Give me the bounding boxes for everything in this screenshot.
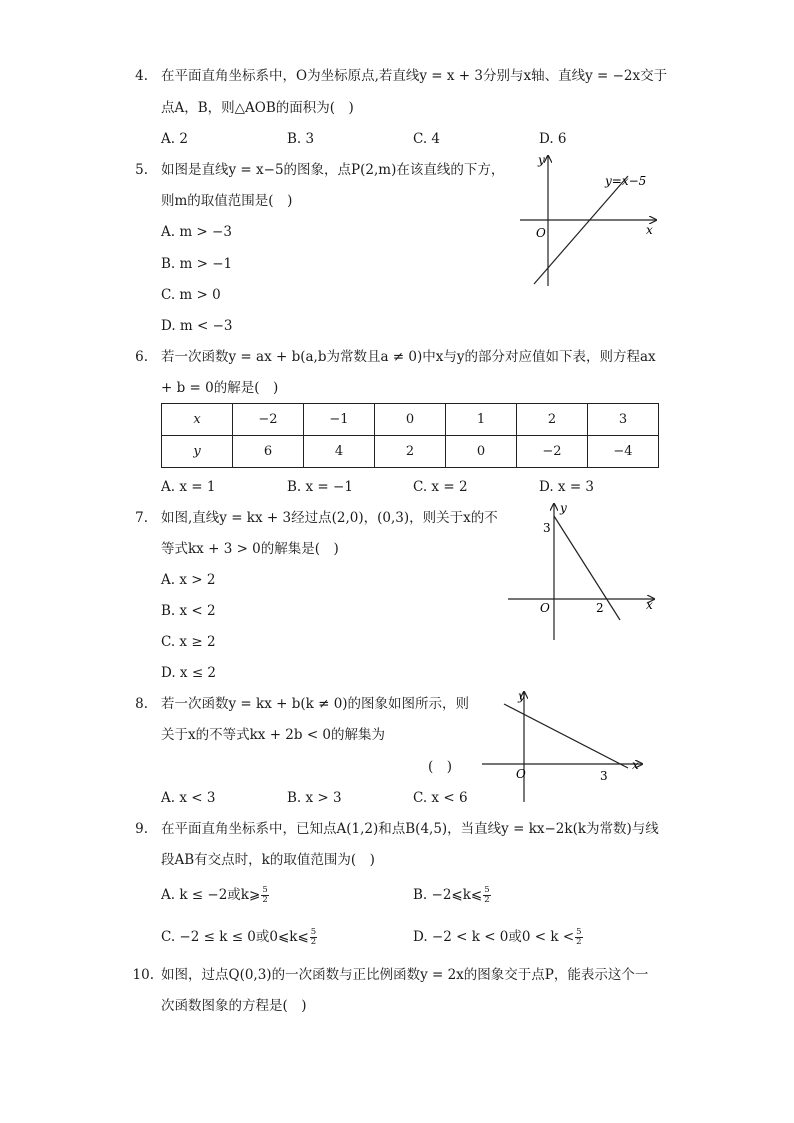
q5-x-label: x <box>646 223 653 237</box>
q9-number: 9. <box>135 821 148 837</box>
q7-x-intercept-label: 2 <box>596 601 604 615</box>
q4-option-d: D. 6 <box>539 131 567 147</box>
q8-x-intercept-label: 3 <box>600 769 608 783</box>
q6-y-cell: 4 <box>304 436 375 468</box>
q4-option-c: C. 4 <box>413 131 441 147</box>
q8-option-b: B. x > 3 <box>287 790 342 806</box>
q7-stem-line2: 等式kx + 3 > 0的解集是( ) <box>161 541 339 557</box>
q8-origin-label: O <box>516 767 526 781</box>
q6-x-cell: 3 <box>588 404 659 436</box>
fraction-denominator: 2 <box>262 895 268 905</box>
q5-stem-line2: 则m的取值范围是( ) <box>161 193 293 209</box>
q7-y-label: y <box>560 501 567 515</box>
q5-number: 5. <box>135 162 148 178</box>
q5-line-label: y=x−5 <box>605 174 647 188</box>
q8-number: 8. <box>135 696 148 712</box>
q6-option-a: A. x = 1 <box>161 479 216 495</box>
fraction-numerator: 5 <box>310 927 317 937</box>
q7-y-intercept-label: 3 <box>543 521 551 535</box>
q8-answer-paren: ( ) <box>428 759 453 775</box>
q7-origin-label: O <box>540 601 550 615</box>
q8-y-label: y <box>518 689 525 703</box>
q7-graph <box>508 498 666 644</box>
q6-value-table <box>161 403 659 468</box>
q7-function-line <box>554 516 620 620</box>
q6-option-c: C. x = 2 <box>413 479 468 495</box>
fraction-denominator: 2 <box>310 937 317 947</box>
q7-x-label: x <box>646 598 653 612</box>
q7-option-a: A. x > 2 <box>161 572 216 588</box>
q9-option-c-text: C. −2 ≤ k ≤ 0或0⩽k⩽ <box>161 929 309 945</box>
fraction-numerator: 5 <box>576 927 582 937</box>
q4-number: 4. <box>135 68 148 84</box>
q10-number: 10. <box>132 967 154 983</box>
q6-x-cell: 0 <box>375 404 446 436</box>
q9-option-a <box>161 886 269 905</box>
q9-stem-line2: 段AB有交点时，k的取值范围为( ) <box>161 852 375 868</box>
q6-y-cell: 2 <box>375 436 446 468</box>
q6-stem-line1: 若一次函数y = ax + b(a,b为常数且a ≠ 0)中x与y的部分对应值如下表，则方程ax <box>161 349 656 365</box>
q8-x-label: x <box>632 758 639 772</box>
q5-origin-label: O <box>536 226 546 240</box>
q7-number: 7. <box>135 510 148 526</box>
q9-fraction <box>310 928 317 947</box>
q4-option-a: A. 2 <box>161 131 188 147</box>
q5-option-b: B. m > −1 <box>161 256 233 272</box>
q5-option-a: A. m > −3 <box>161 224 232 240</box>
q9-option-b <box>413 886 491 905</box>
q9-option-d-text: D. −2 < k < 0或0 < k < <box>413 929 575 945</box>
q4-stem-line2: 点A，B，则△AOB的面积为( ) <box>161 100 354 116</box>
q6-stem-line2: + b = 0的解是( ) <box>161 380 279 396</box>
q5-stem-line1: 如图是直线y = x−5的图象，点P(2,m)在该直线的下方， <box>161 162 505 178</box>
q8-stem-line2: 关于x的不等式kx + 2b < 0的解集为 <box>161 727 386 743</box>
q9-option-b-text: B. −2⩽k⩽ <box>413 887 483 903</box>
q8-option-a: A. x < 3 <box>161 790 216 806</box>
q6-x-cell: 2 <box>517 404 588 436</box>
q8-stem-line1: 若一次函数y = kx + b(k ≠ 0)的图象如图所示，则 <box>161 696 470 712</box>
q6-y-cell: 0 <box>446 436 517 468</box>
q9-option-d <box>413 928 583 947</box>
q7-option-d: D. x ≤ 2 <box>161 665 217 681</box>
q6-x-header: x <box>162 404 233 436</box>
q9-fraction <box>261 886 268 905</box>
q7-stem-line1: 如图,直线y = kx + 3经过点(2,0)，(0,3)，则关于x的不 <box>161 510 498 526</box>
table-row <box>162 436 659 468</box>
q9-fraction <box>575 928 582 947</box>
q8-graph <box>482 686 652 804</box>
q9-option-c <box>161 928 317 947</box>
q6-number: 6. <box>135 349 148 365</box>
fraction-numerator: 5 <box>262 885 268 895</box>
q7-option-b: B. x < 2 <box>161 603 216 619</box>
q6-y-cell: −2 <box>517 436 588 468</box>
fraction-numerator: 5 <box>484 885 490 895</box>
q6-x-cell: 1 <box>446 404 517 436</box>
q6-y-header: y <box>162 436 233 468</box>
q6-x-cell: −1 <box>304 404 375 436</box>
q8-function-line <box>504 704 628 768</box>
q6-option-d: D. x = 3 <box>539 479 595 495</box>
fraction-denominator: 2 <box>484 895 490 905</box>
q9-option-a-text: A. k ≤ −2或k⩾ <box>161 887 261 903</box>
q4-option-b: B. 3 <box>287 131 315 147</box>
table-row <box>162 404 659 436</box>
q4-stem-line1: 在平面直角坐标系中，O为坐标原点,若直线y = x + 3分别与x轴、直线y = −2x交于 <box>161 68 668 84</box>
q6-y-cell: 6 <box>233 436 304 468</box>
fraction-denominator: 2 <box>576 937 582 947</box>
q5-graph <box>520 150 670 290</box>
q7-option-c: C. x ≥ 2 <box>161 634 216 650</box>
q5-option-d: D. m < −3 <box>161 318 233 334</box>
q10-stem-line2: 次函数图象的方程是( ) <box>161 998 307 1014</box>
q10-stem-line1: 如图，过点Q(0,3)的一次函数与正比例函数y = 2x的图象交于点P，能表示这个一 <box>161 967 649 983</box>
q9-stem-line1: 在平面直角坐标系中，已知点A(1,2)和点B(4,5)，当直线y = kx−2k(k为常数)与线 <box>161 821 659 837</box>
q6-x-cell: −2 <box>233 404 304 436</box>
q5-y-label: y <box>538 153 545 167</box>
q6-y-cell: −4 <box>588 436 659 468</box>
q8-option-c: C. x < 6 <box>413 790 468 806</box>
q5-option-c: C. m > 0 <box>161 287 221 303</box>
q6-option-b: B. x = −1 <box>287 479 353 495</box>
q9-fraction <box>483 886 490 905</box>
